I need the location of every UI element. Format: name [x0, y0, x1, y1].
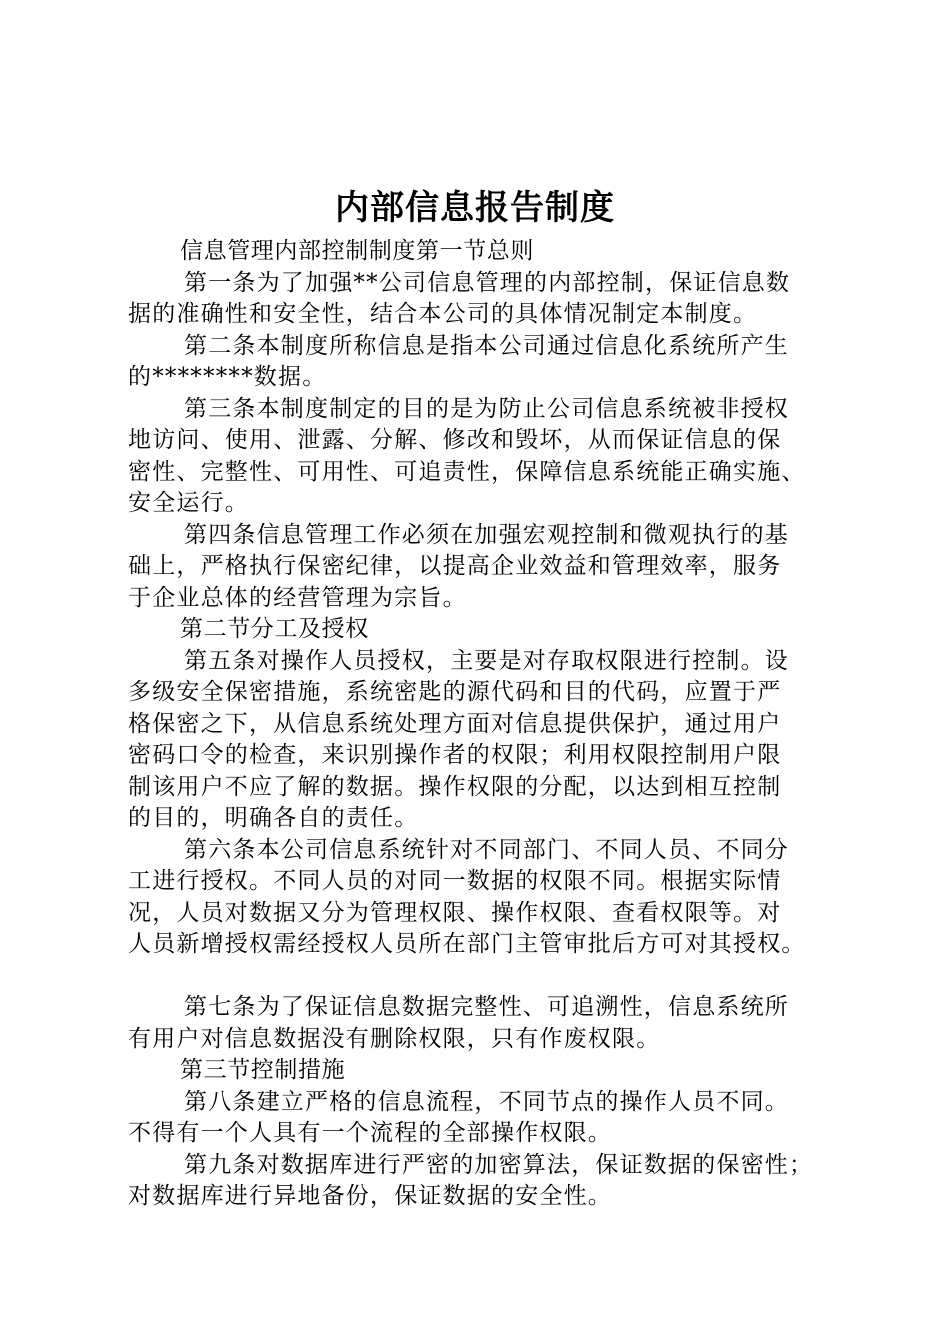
blank-line — [128, 961, 844, 993]
article-6-line: 第六条本公司信息系统针对不同部门、不同人员、不同分 — [184, 836, 789, 863]
section-heading: 第二节分工及授权 — [180, 616, 369, 642]
article-6-line: 人员新增授权需经授权人员所在部门主管审批后方可对其授权。 — [128, 931, 806, 957]
article-4-line: 础上，严格执行保密纪律，以提高企业效益和管理效率，服务 — [128, 553, 782, 579]
article-5-line: 制该用户不应了解的数据。操作权限的分配，以达到相互控制 — [128, 773, 782, 800]
article-3-line: 第三条本制度制定的目的是为防止公司信息系统被非授权 — [184, 395, 789, 422]
article-5-line: 多级安全保密措施，系统密匙的源代码和目的代码，应置于严 — [128, 679, 782, 705]
article-4-line: 于企业总体的经营管理为宗旨。 — [128, 584, 467, 611]
document-body — [128, 236, 844, 1213]
article-5-line: 第五条对操作人员授权，主要是对存取权限进行控制。设 — [184, 647, 789, 674]
article-9-line: 第九条对数据库进行严密的加密算法，保证数据的保密性； — [184, 1151, 814, 1178]
article-9-line: 对数据库进行异地备份，保证数据的安全性。 — [128, 1183, 612, 1209]
section-heading: 信息管理内部控制制度第一节总则 — [180, 238, 534, 264]
article-3-line: 密性、完整性、可用性、可追责性，保障信息系统能正确实施、 — [128, 458, 806, 485]
article-8-line: 不得有一个人具有一个流程的全部操作权限。 — [128, 1120, 612, 1146]
article-7-line: 有用户对信息数据没有删除权限，只有作废权限。 — [128, 1025, 661, 1052]
article-3-line: 安全运行。 — [128, 490, 249, 516]
document-title: 内部信息报告制度 — [335, 188, 615, 228]
article-6-line: 况，人员对数据又分为管理权限、操作权限、查看权限等。对 — [128, 899, 782, 926]
article-5-line: 的目的，明确各自的责任。 — [128, 805, 419, 831]
article-5-line: 格保密之下，从信息系统处理方面对信息提供保护，通过用户 — [128, 710, 782, 737]
article-1-line: 第一条为了加强**公司信息管理的内部控制，保证信息数 — [184, 269, 791, 296]
section-heading: 第三节控制措施 — [180, 1057, 346, 1083]
article-8-line: 第八条建立严格的信息流程，不同节点的操作人员不同。 — [184, 1088, 789, 1115]
article-6-line: 工进行授权。不同人员的对同一数据的权限不同。根据实际情 — [128, 868, 782, 894]
article-3-line: 地访问、使用、泄露、分解、修改和毁坏，从而保证信息的保 — [128, 427, 782, 453]
article-1-line: 据的准确性和安全性，结合本公司的具体情况制定本制度。 — [128, 301, 758, 327]
article-4-line: 第四条信息管理工作必须在加强宏观控制和微观执行的基 — [184, 521, 789, 548]
article-5-line: 密码口令的检查，来识别操作者的权限；利用权限控制用户限 — [128, 742, 782, 768]
article-2-line: 第二条本制度所称信息是指本公司通过信息化系统所产生 — [184, 332, 789, 359]
article-7-line: 第七条为了保证信息数据完整性、可追溯性，信息系统所 — [184, 994, 789, 1020]
article-2-line: 的********数据。 — [128, 364, 327, 390]
